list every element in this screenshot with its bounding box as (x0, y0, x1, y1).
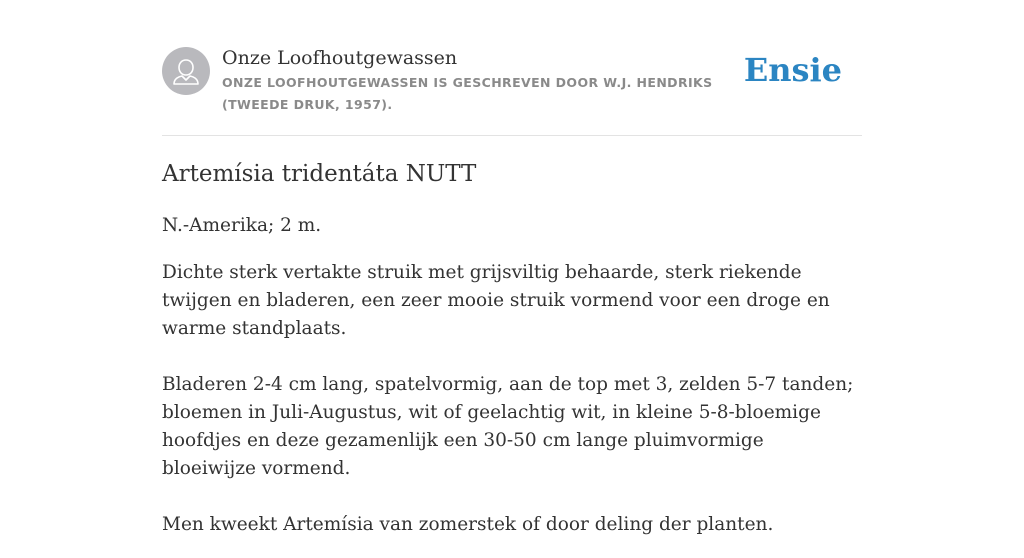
ensie-logo[interactable]: Ensie (743, 51, 842, 89)
entry-title: Artemísia tridentáta NUTT (162, 161, 477, 187)
source-avatar[interactable] (162, 47, 210, 95)
user-silhouette-icon (162, 47, 210, 95)
source-title[interactable]: Onze Loofhoutgewassen (222, 47, 458, 69)
entry-body (162, 212, 862, 558)
source-header (162, 0, 862, 136)
entry-paragraph-propagation: Men kweekt Artemísia van zomerstek of door deling der planten. (162, 514, 774, 535)
entry-paragraph-description: Dichte sterk vertakte struik met grijsviltig behaarde, sterk riekende twijgen en bladeren, een zeer mooie struik vormend voor een droge en warme standplaats. (162, 262, 830, 339)
entry-paragraph-leaves: Bladeren 2-4 cm lang, spatelvormig, aan de top met 3, zelden 5-7 tanden; bloemen in Juli-Augustus, wit of geelachtig wit, in kleine 5-8-bloemige hoofdjes en deze gezamenlijk een 30-50 cm lange pluimvormige bloeiwijze vormend. (162, 374, 854, 479)
entry-paragraph-origin: N.-Amerika; 2 m. (162, 215, 322, 236)
page (162, 0, 862, 535)
source-description: ONZE LOOFHOUTGEWASSEN IS GESCHREVEN DOOR W.J. HENDRIKS (TWEEDE DRUK, 1957). (222, 75, 713, 112)
